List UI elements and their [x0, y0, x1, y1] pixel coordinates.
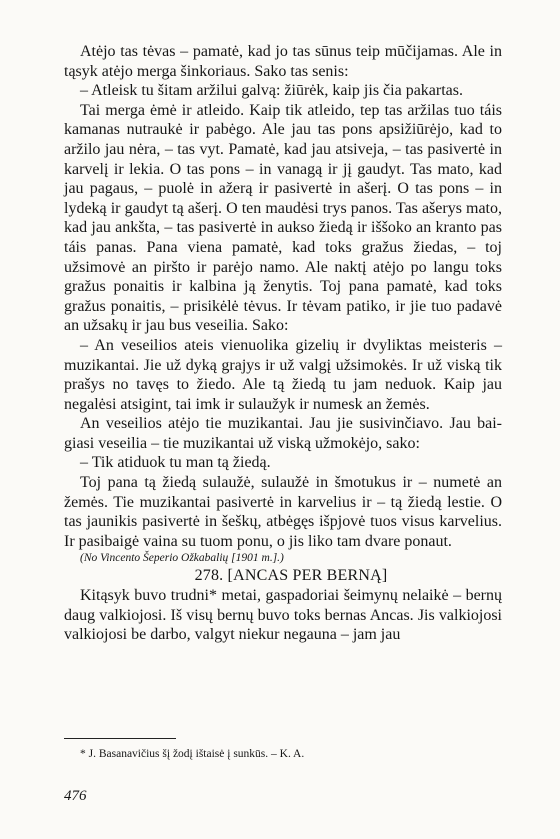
- page-body: [64, 42, 502, 645]
- paragraph: Tai merga ėmė ir atleido. Kaip tik atleido, tep tas aržilas tuo táis kamanas nutraukė ir pabėgo. Ale jau tas pons apsižiūrėjo, kad to aržilo jau nėra, – tas vyt. Pamatė, kad jau atsiveja, – tas pasivertė in karvelį ir lekia. O tas pons – in vanagą ir jį gaudyt. Tas mato, kad jau pagaus, – puolė in ažerą ir pasivertė in ašerį. O tas pons – in lydeką ir gaudyt tą ašerį. O ten maudėsi trys panos. Tas ašerys mato, kad jau ankšta, – tas pasivertė in aukso žiedą ir iššoko an kranto pas táis panas. Pana viena pamatė, kad toks gražus žiedas, – toj užsimovė an piršto ir parėjo namo. Ale naktį atėjo po langu toks gražus ponaitis ir kalbina ją ženytis. Toj pana pamatė, kad toks gražus ponaitis, – prisikėlė tėvus. Ir tėvam patiko, ir jie tuo padavė an užsakų ir jau bus veseilia. Sako:: [64, 101, 502, 335]
- paragraph: Toj pana tą žiedą sulaužė, sulaužė in šmotukus ir – numetė an žemės. Tie muzikantai pasivertė in karvelius ir – tą žiedą lestie. O tas jaunikis pasivertė in šeškų, atbėgęs išpjovė tuos visus karvelius. Ir pasibaigė vaina su tuom ponu, o jis liko tam dvare ponaut.: [64, 474, 502, 550]
- footnote-text: * J. Basanavičius šį žodį ištaisė į sunkūs. – K. A.: [80, 748, 305, 760]
- paragraph: Atėjo tas tėvas – pamatė, kad jo tas sūnus teip mūčijamas. Ale in tąsyk atėjo merga šinkoriaus. Sako tas senis:: [64, 43, 502, 80]
- paragraph: An veseilios atėjo tie muzikantai. Jau jie susivinčiavo. Jau baigiasi veseilia – tie muzikantai už viską užmokėjo, sako:: [64, 415, 502, 452]
- paragraph: – Tik atiduok tu man tą žiedą.: [80, 454, 271, 472]
- section-heading: 278. [ANCAS PER BERNĄ]: [194, 567, 388, 585]
- footnote: [80, 747, 500, 761]
- page-number: 476: [64, 788, 87, 804]
- paragraph: – An veseilios ateis vienuolika gizelių ir dvyliktas meisteris – muzikantai. Jie už dyką grajys ir už valgį užsimokės. Ir už viską tik prašys no tavęs to žiedo. Ale tą žiedą tu jam neduok. Kaip jau negalėsi atsigint, tai imk ir sulaužyk ir numesk an žemės.: [64, 336, 502, 413]
- paragraph: – Atleisk tu šitam aržilui galvą: žiūrėk, kaip jis čia pakartas.: [80, 82, 463, 100]
- paragraph: Kitąsyk buvo trudni* metai, gaspadoriai šeimynų nelaikė – bernų daug valkiojosi. Iš visų bernų buvo toks bernas Ancas. Jis valkiojosi valkiojosi be darbo, valgyt niekur negauna – jam jau: [64, 587, 502, 644]
- source-citation: (No Vincento Šeperio Ožkabalių [1901 m.].): [80, 552, 284, 565]
- footnote-rule: [64, 738, 176, 739]
